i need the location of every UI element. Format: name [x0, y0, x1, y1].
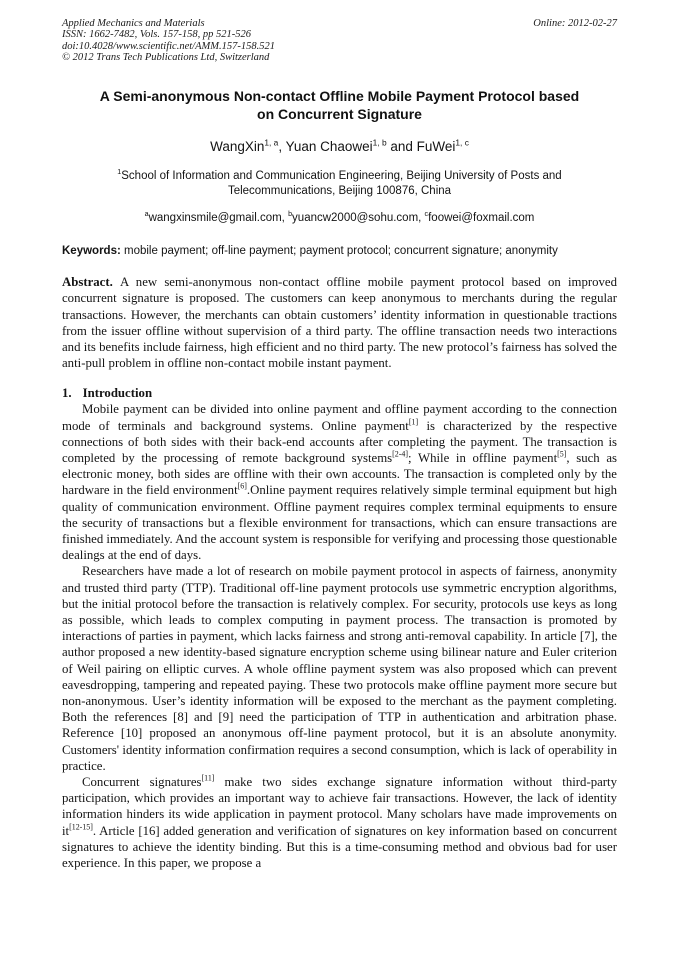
- introduction-body: [62, 401, 617, 871]
- issn-line: ISSN: 1662-7482, Vols. 157-158, pp 521-526: [62, 29, 251, 41]
- section-title: Introduction: [82, 386, 153, 401]
- paper-title: [62, 88, 617, 123]
- paper-title-line-1: A Semi-anonymous Non-contact Offline Mobile Payment Protocol based: [99, 88, 580, 105]
- page-content: [62, 18, 617, 871]
- keywords-line: Keywords: mobile payment; off-line payment; payment protocol; concurrent signature; anonymity: [62, 245, 558, 258]
- doi-line: doi:10.4028/www.scientific.net/AMM.157-158.521: [62, 40, 275, 52]
- body-paragraph-3: Concurrent signatures[11] make two sides exchange signature information without third-party participation, which provides an important way to achieve fair transactions. However, the lack of identity information hinders its wide application in payment protocol. Many scholars have made improvements on it[12-15]. Article [16] added generation and verification of signatures on key information based on concurrent signatures to achieve the identity binding. But this is a time-consuming method and obvious bad for user experience. In this paper, we propose a: [62, 773, 617, 871]
- body-paragraph-2: Researchers have made a lot of research on mobile payment protocol in aspects of fairness, anonymity and trusted third party (TTP). Traditional off-line payment protocols use symmetric encryption algorithms, but the initial protocol before the transaction is relatively complex. For security, protocols use keys as long as possible, which leads to complex computing in payment process. The transaction is promoted by interactions of parties in payment, which lacks fairness and strong anti-removal capability. In article [7], the author proposed a new identity-based signature encryption scheme using bilinear nature and Euler criterion of Weil pairing on elliptic curves. A whole offline payment system was also proposed which can prevent eavesdropping, tampering and repeated paying. These two protocols make offline payment more secure but non-anonymous. User’s identity information will be exposed to the merchant as the payment completing. Both the references [8] and [9] need the participation of TTP in authentication and arbitration phase. Reference [10] proposed an anonymous off-line payment protocol, but it is an absolute anonymity. Customers' identity information confirmation requires a second consumption, which is lack of operability in practice.: [62, 564, 617, 773]
- publication-info: [62, 18, 275, 63]
- authors-line: WangXin$^{1, a}$, Yuan Chaowei$^{1, b}$ and FuWei$^{1, c}$: [210, 137, 469, 155]
- journal-name: Applied Mechanics and Materials: [62, 18, 205, 29]
- abstract-paragraph: Abstract. A new semi-anonymous non-contact offline mobile payment protocol based on improved concurrent signature is proposed. The customers can keep anonymous to merchants during the regular transactions. However, the merchants can obtain customers’ identity information in questionable tractions from the issuer offline without supervision of a third party. The offline transaction needs two interactions and its benefits include fairness, high efficient and no third party. The new protocol’s fairness has solved the anti-pull problem in offline non-contact mobile instant payment.: [62, 275, 617, 371]
- copyright-line: © 2012 Trans Tech Publications Ltd, Switzerland: [62, 51, 270, 63]
- page-header: [62, 18, 617, 63]
- affiliation: $^1$School of Information and Communication Engineering, Beijing University of Posts and Telecommunications, Beijing 100876, China: [117, 168, 562, 197]
- online-date: Online: 2012-02-27: [533, 18, 617, 29]
- paper-title-line-2: on Concurrent Signature: [257, 105, 422, 122]
- body-paragraph-1: Mobile payment can be divided into online payment and offline payment according to the connection mode of terminals and background systems. Online payment[1] is characterized by the respective connections of both sides with their back-end accounts after completing the payment. The transaction is completed by the processing of remote background systems[2-4]; While in offline payment[5], such as electronic money, both sides are offline with their own accounts. The transaction is completed only by the hardware in the field environment[6].Online payment requires relatively simple terminal equipment but high quality of communication environment. Offline payment requires complex terminal equipments to ensure the security of transactions but a flexible environment for transactions, which can ensure transactions are finished immediately. And the account system is responsible for verifying and processing those questionable dealings at the end of days.: [62, 402, 618, 563]
- section-number: 1.: [62, 386, 72, 401]
- section-heading-introduction: [62, 386, 617, 401]
- author-emails: $^a$wangxinsmile@gmail.com, $^b$yuancw2000@sohu.com, $^c$foowei@foxmail.com: [144, 210, 535, 225]
